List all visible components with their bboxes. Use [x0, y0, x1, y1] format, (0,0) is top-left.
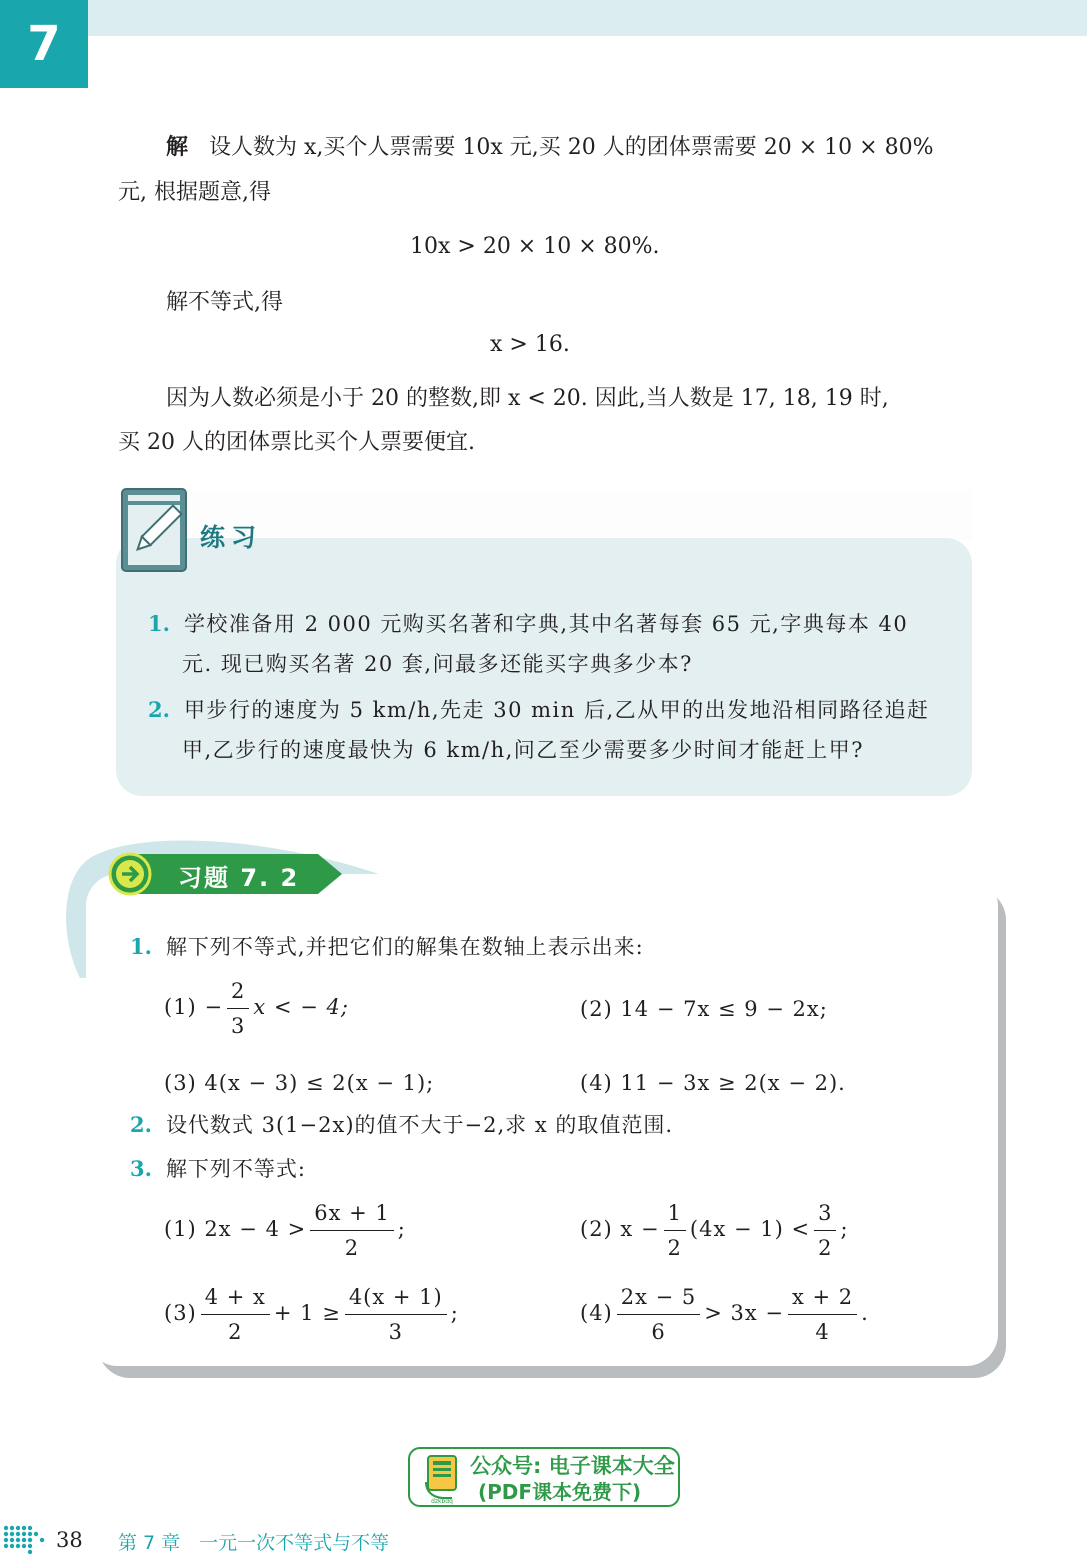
exercise-q2-text: 设代数式 3(1−2x)的值不大于−2,求 x 的取值范围.	[165, 1113, 674, 1137]
q3-part-4-label: (4)	[580, 1301, 613, 1325]
q1-part-1-label: (1)	[164, 995, 197, 1019]
chapter-number-tab: 7	[0, 0, 88, 88]
q1-part-1-minus: −	[204, 995, 224, 1019]
q3-part-1-end: ;	[397, 1217, 406, 1241]
fraction-numerator: 1	[664, 1196, 686, 1231]
conclusion-line-2: 买 20 人的团体票比买个人票要便宜.	[118, 430, 475, 455]
exercise-q1-text: 解下列不等式,并把它们的解集在数轴上表示出来:	[165, 935, 644, 959]
practice-item-1-line-1: 学校准备用 2 000 元购买名著和字典,其中名著每套 65 元,字典每本 40	[183, 612, 909, 636]
q3-part-3-end: ;	[450, 1301, 459, 1325]
footer-dots-icon	[2, 1512, 48, 1558]
fraction-denominator: 2	[344, 1236, 360, 1260]
page-number: 38	[56, 1528, 83, 1552]
solution-label: 解	[166, 134, 189, 160]
q3-part-1-label: (1) 2x − 4 >	[164, 1217, 307, 1241]
q3-part-2-label: (2) x −	[580, 1217, 660, 1241]
practice-item-1-line-2: 元. 现已购买名著 20 套,问最多还能买字典多少本?	[182, 652, 693, 676]
fraction-denominator: 3	[231, 1014, 246, 1038]
q3-part-3-label: (3)	[164, 1301, 197, 1325]
q3-part-2	[580, 1196, 849, 1265]
q3-part-4-middle: > 3x −	[704, 1301, 785, 1325]
exercise-question-3	[130, 1154, 306, 1184]
q3-part-3-fraction-2	[345, 1280, 447, 1349]
fraction-numerator: 2	[227, 974, 249, 1009]
fraction-denominator: 4	[815, 1320, 830, 1344]
practice-tab-background	[188, 490, 972, 540]
q3-part-2-fraction-1	[664, 1196, 686, 1265]
practice-item-2-line-2: 甲,乙步行的速度最快为 6 km/h,问乙至少需要多少时间才能赶上甲?	[182, 738, 865, 762]
solution-line-1: 设人数为 x,买个人票需要 10x 元,买 20 人的团体票需要 20 × 10 × 80%	[209, 135, 934, 160]
fraction-numerator: 2x − 5	[617, 1280, 701, 1315]
q3-part-4-end: .	[861, 1301, 869, 1325]
exercise-question-2	[130, 1110, 673, 1140]
practice-item-2-line-1: 甲步行的速度为 5 km/h,先走 30 min 后,乙从甲的出发地沿相同路径追赶	[183, 698, 930, 722]
fraction-numerator: 4 + x	[201, 1280, 270, 1315]
footer-chapter-title: 第 7 章 一元一次不等式与不等	[118, 1532, 390, 1554]
exercise-q2-number: 2.	[130, 1112, 152, 1137]
fraction-denominator: 2	[818, 1236, 833, 1260]
fraction-denominator: 2	[228, 1320, 243, 1344]
practice-item-2-number: 2.	[148, 697, 170, 722]
exercise-q1-number: 1.	[130, 934, 152, 959]
q1-part-1	[164, 974, 349, 1043]
exercise-title: 习题 7. 2	[178, 864, 300, 892]
fraction-numerator: 3	[814, 1196, 836, 1231]
solution-line-2: 元, 根据题意,得	[118, 180, 271, 205]
top-band	[0, 0, 1087, 36]
book-hand-icon	[422, 1452, 462, 1504]
fraction-numerator: x + 2	[788, 1280, 857, 1315]
q3-part-2-end: ;	[840, 1217, 849, 1241]
watermark-line-1: 公众号: 电子课本大全	[470, 1454, 675, 1478]
fraction-denominator: 3	[388, 1320, 403, 1344]
q1-part-1-fraction	[227, 974, 249, 1043]
solution-step: 解不等式,得	[166, 290, 283, 315]
practice-item-2	[148, 690, 948, 770]
equation-1: 10x > 20 × 10 × 80%.	[410, 234, 660, 259]
watermark-line-2: (PDF课本免费下)	[478, 1480, 642, 1504]
q1-part-4: (4) 11 − 3x ≥ 2(x − 2).	[580, 1071, 846, 1095]
q1-part-3: (3) 4(x − 3) ≤ 2(x − 1);	[164, 1071, 435, 1095]
q3-part-1-fraction	[310, 1196, 394, 1265]
q1-part-1-rest: x < − 4;	[253, 995, 349, 1019]
q3-part-4	[580, 1280, 869, 1349]
exercise-question-1	[130, 932, 644, 962]
practice-title: 练习	[200, 523, 263, 552]
q1-part-2: (2) 14 − 7x ≤ 9 − 2x;	[580, 997, 828, 1021]
q3-part-3-middle: + 1 ≥	[273, 1301, 341, 1325]
fraction-denominator: 6	[651, 1320, 666, 1344]
fraction-numerator: 4(x + 1)	[345, 1280, 447, 1315]
q3-part-2-fraction-2	[814, 1196, 836, 1265]
conclusion-line-1: 因为人数必须是小于 20 的整数,即 x < 20. 因此,当人数是 17, 18, 19 时,	[166, 386, 889, 411]
notebook-pencil-icon	[120, 487, 190, 573]
practice-item-1-number: 1.	[148, 611, 170, 636]
fraction-denominator: 2	[667, 1236, 682, 1260]
fraction-numerator: 6x + 1	[310, 1196, 394, 1231]
q3-part-3-fraction-1	[201, 1280, 270, 1349]
q3-part-4-fraction-2	[788, 1280, 857, 1349]
equation-2: x > 16.	[490, 332, 570, 357]
q3-part-3	[164, 1280, 459, 1349]
practice-item-1	[148, 604, 948, 684]
q3-part-1	[164, 1196, 406, 1265]
exercise-q3-number: 3.	[130, 1156, 152, 1181]
exercise-q3-text: 解下列不等式:	[165, 1157, 307, 1181]
watermark-icon-text: dzkbdq	[431, 1498, 453, 1505]
q3-part-4-fraction-1	[617, 1280, 701, 1349]
solution-paragraph	[118, 124, 968, 171]
q3-part-2-middle: (4x − 1) <	[689, 1217, 811, 1241]
